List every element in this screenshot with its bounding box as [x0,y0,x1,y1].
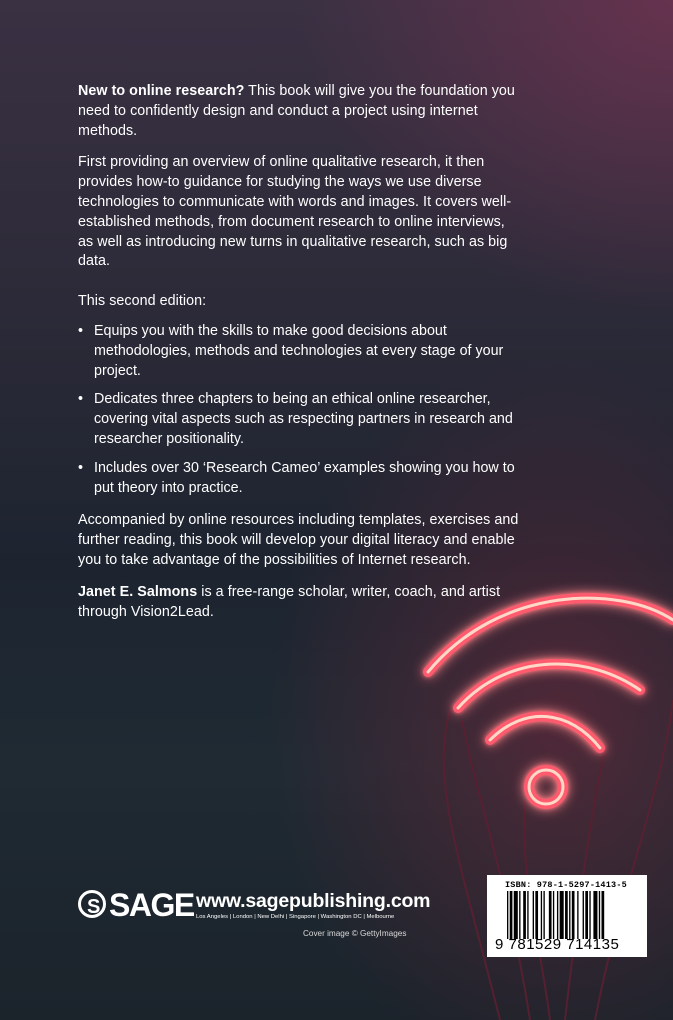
barcode-stripe [523,891,526,939]
barcode-stripe [533,891,534,939]
barcode-stripe [589,891,590,939]
barcode-stripe [507,891,508,939]
feature-item: • Includes over 30 ‘Research Cameo’ examples showing you how to put theory into practice. [78,459,524,499]
overview-paragraph: First providing an overview of online qualitative research, it then provides how-to guidance for studying the ways we use diverse technologies to communicate with words and images. It covers well-established methods, from document research to online interviews, as well as introducing new turns in qualitative research, such as big data. [78,154,512,270]
intro-rest: This book will give you the foundation you need to confidently design and conduct a project using internet methods. [78,83,515,139]
edition-intro: This second edition: [78,293,207,310]
publisher-website: www.sagepublishing.com [196,890,431,912]
sage-logo-icon [78,890,106,918]
barcode-stripe [541,891,542,939]
author-bio: is a free-range scholar, writer, coach, and artist through Vision2Lead. [78,583,501,620]
barcode-stripe [535,891,538,939]
publisher-block [78,887,431,928]
barcode-stripe [514,891,518,939]
barcode-stripe [572,891,575,939]
barcode-stripe [519,891,520,939]
publisher-cities: Los Angeles | London | New Delhi | Singapore | Washington DC | Melbourne [196,914,395,920]
isbn-text: ISBN: 978-1-5297-1413-5 [505,880,627,890]
feature-list [78,322,524,498]
barcode-digits: 9 781529 714135 [495,936,620,953]
back-cover-text [78,82,524,622]
barcode-stripe [557,891,558,939]
barcode-stripe [599,891,600,939]
barcode-stripe [527,891,528,939]
barcode-stripe [583,891,584,939]
logo-letter: S [87,896,101,918]
intro-lead: New to online research? [78,83,245,99]
resources-paragraph: Accompanied by online resources including templates, exercises and further reading, this book will develop your digital literacy and enable you to take advantage of the possibilities of Internet research. [78,512,519,568]
barcode-stripe [569,891,570,939]
barcode-stripe [602,891,605,939]
author-name: Janet E. Salmons [78,583,198,600]
intro-paragraph [78,82,524,141]
barcode-stripe [553,891,554,939]
barcode-label [487,875,647,957]
cover-credit: Cover image © GettyImages [303,929,407,938]
barcode-stripe [510,891,513,939]
feature-item: • Equips you with the skills to make good decisions about methodologies, methods and technologies at every stage of your project. [78,322,524,381]
barcode-stripe [543,891,544,939]
barcode-stripe [577,891,578,939]
barcode-icon [507,891,637,939]
barcode-stripe [585,891,588,939]
barcode-stripe [565,891,568,939]
feature-item: • Dedicates three chapters to being an ethical online researcher, covering vital aspects such as respecting partners in research and researcher positionality. [78,390,524,449]
logo-wordmark: SAGE [109,887,194,923]
barcode-stripe [593,891,597,939]
barcode-stripe [549,891,552,939]
barcode-stripe [560,891,564,939]
